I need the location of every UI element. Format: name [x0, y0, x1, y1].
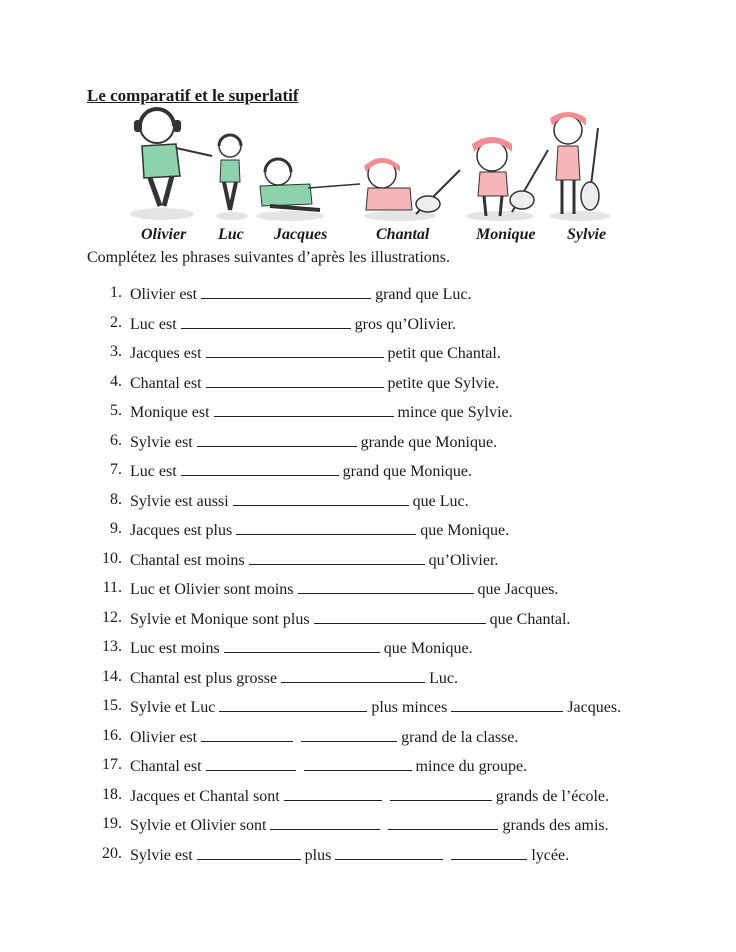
item-text-before: Sylvie et Luc [130, 699, 216, 716]
name-monique: Monique [476, 226, 536, 243]
answer-blank[interactable] [206, 756, 296, 771]
item-text-after: Luc. [429, 669, 458, 687]
item-text-after: mince que Sylvie. [397, 404, 513, 421]
item-text-before: Jacques et Chantal sont [130, 787, 280, 805]
characters-illustration [120, 106, 620, 224]
item-text-after: qu’Olivier. [428, 551, 499, 569]
name-olivier: Olivier [141, 226, 187, 243]
answer-blank[interactable] [298, 579, 474, 594]
item-text-before: Olivier est [130, 728, 198, 746]
answer-blank[interactable] [206, 343, 384, 358]
item-number: 5. [110, 402, 122, 419]
olivier-figure [134, 109, 212, 206]
answer-blank[interactable] [390, 786, 492, 801]
answer-blank[interactable] [451, 845, 527, 860]
item-number: 19. [102, 815, 122, 832]
item-text-before: Sylvie et Monique sont plus [130, 610, 310, 628]
answer-blank[interactable] [388, 815, 498, 830]
item-text-after: grand de la classe. [401, 728, 519, 746]
answer-blank[interactable] [201, 284, 371, 299]
item-text-before: Chantal est [130, 758, 202, 775]
item-number: 20. [102, 844, 122, 862]
item-text-after: que Monique. [420, 522, 510, 539]
item-text-before: Sylvie est [130, 846, 193, 864]
item-text-after: grand que Luc. [375, 286, 472, 303]
item-number: 18. [102, 785, 122, 803]
item-text-after: que Luc. [412, 492, 469, 510]
item-text-before: Chantal est plus grosse [130, 669, 278, 687]
answer-blank[interactable] [181, 314, 351, 329]
item-text-after: gros qu’Olivier. [354, 315, 456, 333]
item-text-before: Jacques est plus [130, 522, 233, 539]
monique-figure [472, 137, 548, 216]
item-text-before: Luc est moins [130, 640, 220, 657]
item-number: 15. [102, 697, 122, 714]
sylvie-figure [550, 112, 599, 214]
item-number: 17. [102, 756, 122, 773]
name-luc: Luc [218, 226, 244, 243]
answer-blank[interactable] [249, 550, 425, 565]
item-text-after: petite que Sylvie. [387, 374, 500, 392]
answer-blank[interactable] [284, 786, 382, 801]
item-text-after: grands de l’école. [495, 787, 610, 805]
item-text-before: Luc est [130, 463, 177, 480]
answer-blank[interactable] [335, 845, 443, 860]
item-number: 3. [110, 343, 122, 360]
item-text-after: lycée. [531, 846, 570, 864]
answer-blank[interactable] [314, 609, 486, 624]
character-names [0, 226, 736, 248]
item-text-before: Olivier est [130, 286, 198, 303]
answer-blank[interactable] [201, 727, 293, 742]
item-number: 13. [102, 638, 122, 655]
item-text-before: Sylvie est aussi [130, 492, 229, 510]
item-text-after: que Jacques. [477, 581, 559, 598]
item-number: 11. [102, 579, 122, 596]
answer-blank[interactable] [270, 815, 380, 830]
worksheet-title: Le comparatif et le superlatif [87, 86, 299, 105]
answer-blank[interactable] [233, 491, 409, 506]
item-text-after: petit que Chantal. [387, 345, 501, 362]
item-text-after: grands des amis. [502, 817, 609, 834]
item-text-after: que Monique. [383, 640, 473, 657]
item-number: 10. [102, 549, 122, 567]
answer-blank[interactable] [304, 756, 412, 771]
name-jacques: Jacques [274, 226, 328, 243]
item-text-after: que Chantal. [489, 610, 571, 628]
item-text-before: Sylvie et Olivier sont [130, 817, 267, 834]
jacques-figure [260, 159, 360, 210]
item-number: 7. [110, 461, 122, 478]
instructions: Complétez les phrases suivantes d’après les illustrations. [87, 249, 451, 266]
chantal-figure [364, 158, 460, 214]
answer-blank[interactable] [181, 461, 339, 476]
answer-blank[interactable] [281, 668, 425, 683]
item-number: 1. [110, 284, 122, 301]
item-number: 6. [110, 431, 122, 449]
item-text-before: Luc et Olivier sont moins [130, 581, 294, 598]
item-number: 4. [110, 372, 122, 390]
answer-blank[interactable] [301, 727, 397, 742]
item-text-after: mince du groupe. [415, 758, 528, 775]
answer-blank[interactable] [219, 697, 367, 712]
item-text-before: Chantal est [130, 374, 202, 392]
answer-blank[interactable] [451, 697, 563, 712]
item-text-before: Chantal est moins [130, 551, 245, 569]
item-text-before: Sylvie est [130, 433, 193, 451]
answer-blank[interactable] [197, 432, 357, 447]
item-number: 16. [102, 726, 122, 744]
luc-figure [219, 135, 241, 210]
answer-blank[interactable] [214, 402, 394, 417]
item-text-before: Jacques est [130, 345, 202, 362]
item-number: 2. [110, 313, 122, 331]
name-sylvie: Sylvie [567, 226, 607, 243]
answer-blank[interactable] [236, 520, 416, 535]
item-number: 12. [102, 608, 122, 626]
answer-blank[interactable] [224, 638, 380, 653]
name-chantal: Chantal [376, 226, 430, 243]
answer-blank[interactable] [197, 845, 301, 860]
item-text-mid: plus minces [371, 699, 448, 716]
item-text-before: Monique est [130, 404, 210, 421]
item-text-mid: plus [304, 846, 332, 864]
item-number: 14. [102, 667, 122, 685]
item-text-before: Luc est [130, 315, 177, 333]
answer-blank[interactable] [206, 373, 384, 388]
item-text-after: grande que Monique. [360, 433, 498, 451]
item-text-after: grand que Monique. [342, 463, 472, 480]
item-number: 8. [110, 490, 122, 508]
item-number: 9. [110, 520, 122, 537]
item-text-after: Jacques. [567, 699, 622, 716]
